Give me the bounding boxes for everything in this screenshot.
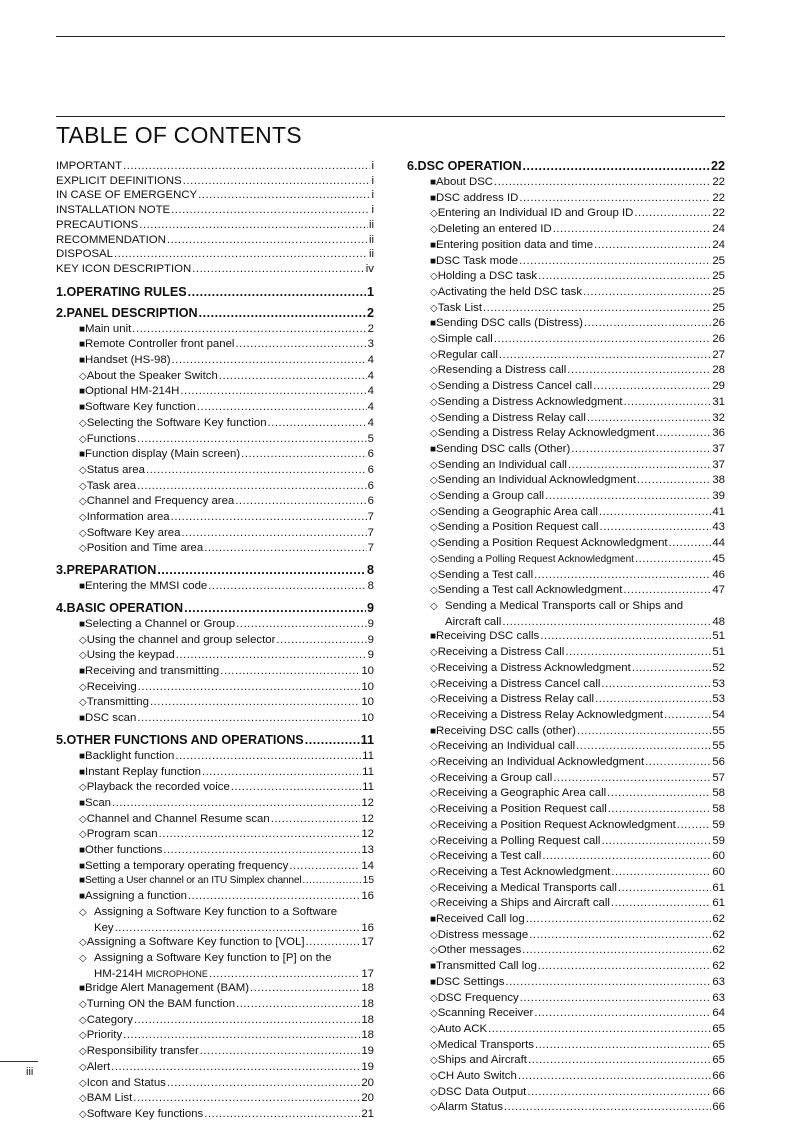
diamond-bullet-icon (430, 740, 438, 755)
toc-subentry[interactable]: ◇ Transmitting ..... 10 (56, 695, 374, 711)
top-rule (56, 36, 725, 37)
diamond-bullet-icon (430, 1023, 438, 1038)
toc-subentry[interactable]: ■ Scan ..... 12 (56, 796, 374, 812)
diamond-bullet-icon (430, 506, 438, 521)
toc-subentry[interactable]: ◇ Sending an Individual call ..... 37 (407, 458, 725, 474)
toc-subentry[interactable]: ◇ Sending a Position Request Acknowledgment ..... 44 (407, 536, 725, 552)
diamond-bullet-icon (79, 542, 87, 557)
diamond-bullet-icon (430, 286, 438, 301)
diamond-bullet-icon (430, 929, 438, 944)
title-rule (56, 116, 725, 117)
toc-subentry[interactable]: ■ DSC scan ..... 10 (56, 711, 374, 727)
toc-subentry-line2[interactable]: Aircraft call ..... 48 (407, 615, 725, 630)
toc-subentry[interactable]: ◇ Receiving a Distress Call ..... 51 (407, 645, 725, 661)
diamond-bullet-icon (430, 521, 438, 536)
toc-subentry[interactable]: ◇ Receiving a Group call ..... 57 (407, 771, 725, 787)
toc-subentry[interactable]: ■ Bridge Alert Management (BAM) ..... 18 (56, 981, 374, 997)
diamond-bullet-icon (79, 370, 87, 385)
toc-entry[interactable]: IN CASE OF EMERGENCY ..... i (56, 188, 374, 203)
diamond-bullet-icon (79, 417, 87, 432)
diamond-bullet-icon (430, 427, 438, 442)
toc-subentry[interactable]: ■ Receiving DSC calls (other) ..... 55 (407, 724, 725, 740)
toc-section-3[interactable]: 3. PREPARATION ..... 8 (56, 563, 374, 578)
toc-subentry[interactable]: ◇ Receiving a Distress Cancel call ..... 53 (407, 677, 725, 693)
diamond-bullet-icon (430, 835, 438, 850)
toc-subentry-line2[interactable]: Key ..... 16 (56, 921, 374, 936)
toc-entry[interactable]: KEY ICON DESCRIPTION ..... iv (56, 262, 374, 277)
toc-subentry[interactable]: ◇ Sending a Distress Relay call ..... 32 (407, 411, 725, 427)
toc-entry[interactable]: RECOMMENDATION ..... ii (56, 233, 374, 248)
toc-subentry[interactable]: ◇ Receiving a Position Request Acknowledgment ..... 59 (407, 818, 725, 834)
toc-subentry[interactable]: ■ Entering the MMSI code ..... 8 (56, 579, 374, 595)
toc-subentry[interactable]: ◇ Medical Transports ..... 65 (407, 1038, 725, 1054)
toc-subentry[interactable]: ◇ Software Key functions ..... 21 (56, 1107, 374, 1122)
toc-section-4[interactable]: 4. BASIC OPERATION ..... 9 (56, 601, 374, 616)
toc-subentry[interactable]: ◇ Receiving a Position Request call ..... 58 (407, 802, 725, 818)
diamond-bullet-icon (430, 709, 438, 724)
toc-subentry[interactable]: ◇ Alert ..... 19 (56, 1060, 374, 1076)
diamond-bullet-icon (79, 527, 87, 542)
diamond-bullet-icon (430, 944, 438, 959)
diamond-bullet-icon (430, 333, 438, 348)
toc-subentry[interactable]: ◇ Using the channel and group selector ..... 9 (56, 633, 374, 649)
toc-subentry[interactable]: ◇ Sending an Individual Acknowledgment ..... 38 (407, 473, 725, 489)
diamond-bullet-icon (430, 646, 438, 661)
toc-entry[interactable]: INSTALLATION NOTE ..... i (56, 203, 374, 218)
toc-subentry[interactable]: ◇ Position and Time area ..... 7 (56, 541, 374, 557)
toc-subentry[interactable]: ■ Remote Controller front panel ..... 3 (56, 337, 374, 353)
diamond-bullet-icon (79, 1077, 87, 1092)
diamond-bullet-icon (79, 1092, 87, 1107)
toc-subentry[interactable]: ◇ Selecting the Software Key function ..... 4 (56, 416, 374, 432)
toc-subentry[interactable]: ◇ Receiving an Individual Acknowledgment ..... 56 (407, 755, 725, 771)
toc-subentry[interactable]: ■ Assigning a function ..... 16 (56, 889, 374, 905)
toc-subentry[interactable]: ◇ Receiving a Distress Relay call ..... 53 (407, 692, 725, 708)
toc-subentry[interactable]: ■ Entering position data and time ..... 24 (407, 238, 725, 254)
toc-subentry[interactable]: ■ DSC Task mode ..... 25 (407, 254, 725, 270)
diamond-bullet-icon (79, 495, 87, 510)
page-title: TABLE OF CONTENTS (56, 122, 302, 148)
toc-subentry[interactable]: ◇ Activating the held DSC task ..... 25 (407, 285, 725, 301)
toc-subentry[interactable]: ◇ Receiving an Individual call ..... 55 (407, 739, 725, 755)
diamond-bullet-icon (79, 1061, 87, 1076)
diamond-bullet-icon: ◇ (79, 906, 87, 918)
diamond-bullet-icon: ◇ (79, 952, 87, 964)
toc-subentry[interactable]: ■ About DSC ..... 22 (407, 175, 725, 191)
diamond-bullet-icon (430, 396, 438, 411)
toc-subentry[interactable]: ◇ Receiving a Distress Relay Acknowledgment ..... 54 (407, 708, 725, 724)
toc-subentry[interactable]: ◇ Deleting an entered ID ..... 24 (407, 222, 725, 238)
toc-subentry[interactable]: ■ Software Key function ..... 4 (56, 400, 374, 416)
diamond-bullet-icon (79, 511, 87, 526)
toc-subentry[interactable]: ◇ Receiving a Ships and Aircraft call ..... 61 (407, 896, 725, 912)
toc-section-1[interactable]: 1. OPERATING RULES ..... 1 (56, 285, 374, 300)
toc-subentry[interactable]: ■ Handset (HS-98) ..... 4 (56, 353, 374, 369)
diamond-bullet-icon (430, 803, 438, 818)
toc-entry[interactable]: EXPLICIT DEFINITIONS ..... i (56, 174, 374, 189)
diamond-bullet-icon (79, 681, 87, 696)
diamond-bullet-icon (430, 897, 438, 912)
toc-subentry[interactable]: ◇ Sending a Test call Acknowledgment ..... 47 (407, 583, 725, 599)
diamond-bullet-icon (430, 474, 438, 489)
diamond-bullet-icon (430, 349, 438, 364)
diamond-bullet-icon (79, 828, 87, 843)
diamond-bullet-icon (430, 678, 438, 693)
toc-section-5[interactable]: 5. OTHER FUNCTIONS AND OPERATIONS ..... 11 (56, 733, 374, 748)
toc-subentry[interactable]: ■ DSC address ID ..... 22 (407, 191, 725, 207)
toc-subentry-line1[interactable]: ◇ Assigning a Software Key function to [P] on the (56, 951, 374, 967)
toc-subentry[interactable]: ■ Optional HM-214H ..... 4 (56, 384, 374, 400)
toc-subentry[interactable]: ◇ Sending a Position Request call ..... 43 (407, 520, 725, 536)
toc-subentry[interactable]: ◇ DSC Frequency ..... 63 (407, 991, 725, 1007)
toc-section-2[interactable]: 2. PANEL DESCRIPTION ..... 2 (56, 306, 374, 321)
toc-subentry[interactable]: ◇ Entering an Individual ID and Group ID ..... 22 (407, 206, 725, 222)
toc-subentry[interactable]: ◇ Other messages ..... 62 (407, 943, 725, 959)
diamond-bullet-icon (430, 1039, 438, 1054)
toc-subentry[interactable]: ◇ Sending a Geographic Area call ..... 41 (407, 505, 725, 521)
diamond-bullet-icon (430, 302, 438, 317)
diamond-bullet-icon (430, 693, 438, 708)
toc-section-6[interactable]: 6. DSC OPERATION ..... 22 (407, 159, 725, 174)
diamond-bullet-icon: ◇ (430, 600, 438, 612)
toc-subentry[interactable]: ◇ Receiving ..... 10 (56, 680, 374, 696)
toc-subentry[interactable]: ◇ Sending a Distress Acknowledgment ..... 31 (407, 395, 725, 411)
diamond-bullet-icon (79, 433, 87, 448)
toc-subentry[interactable]: ◇ Sending a Distress Cancel call ..... 29 (407, 379, 725, 395)
diamond-bullet-icon (430, 1007, 438, 1022)
diamond-bullet-icon (430, 1086, 438, 1101)
diamond-bullet-icon (79, 1014, 87, 1029)
diamond-bullet-icon (79, 813, 87, 828)
toc-subentry[interactable]: ◇ Using the keypad ..... 9 (56, 648, 374, 664)
toc-subentry[interactable]: ◇ Resending a Distress call ..... 28 (407, 363, 725, 379)
toc-subentry[interactable]: ◇ Receiving a Test Acknowledgment ..... 60 (407, 865, 725, 881)
toc-subentry[interactable]: ■ Sending DSC calls (Other) ..... 37 (407, 442, 725, 458)
diamond-bullet-icon (430, 490, 438, 505)
footer-rule (0, 1061, 38, 1062)
diamond-bullet-icon (430, 1101, 438, 1116)
toc-subentry[interactable]: ◇ CH Auto Switch ..... 66 (407, 1069, 725, 1085)
toc-right-column (407, 159, 725, 1116)
diamond-bullet-icon (79, 1029, 87, 1044)
diamond-bullet-icon (430, 223, 438, 238)
toc-subentry[interactable]: ◇ Assigning a Software Key function to [VOL] ..... 17 (56, 935, 374, 951)
toc-subentry[interactable]: ◇ Scanning Receiver ..... 64 (407, 1006, 725, 1022)
page-number: iii (26, 1066, 34, 1078)
toc-subentry[interactable]: ◇ Sending a Test call ..... 46 (407, 568, 725, 584)
toc-entry[interactable]: PRECAUTIONS ..... ii (56, 218, 374, 233)
diamond-bullet-icon (430, 662, 438, 677)
toc-subentry[interactable]: ■ Selecting a Channel or Group ..... 9 (56, 617, 374, 633)
toc-entry[interactable]: DISPOSAL ..... ii (56, 247, 374, 262)
toc-subentry[interactable]: ■ Setting a User channel or an ITU Simplex channel ..... 15 (56, 874, 374, 889)
diamond-bullet-icon (79, 1108, 87, 1122)
toc-subentry[interactable]: ◇ Responsibility transfer ..... 19 (56, 1044, 374, 1060)
diamond-bullet-icon (79, 936, 87, 951)
diamond-bullet-icon (430, 412, 438, 427)
toc-subentry[interactable]: ◇ Task List ..... 25 (407, 301, 725, 317)
toc-subentry-line2[interactable]: HM-214H MICROPHONE ..... 17 (56, 967, 374, 982)
diamond-bullet-icon (79, 781, 87, 796)
diamond-bullet-icon (430, 992, 438, 1007)
diamond-bullet-icon (430, 270, 438, 285)
toc-entry[interactable]: IMPORTANT ..... i (56, 159, 374, 174)
diamond-bullet-icon (430, 537, 438, 552)
toc-subentry[interactable]: ■ Transmitted Call log ..... 62 (407, 959, 725, 975)
toc-subentry[interactable]: ◇ Simple call ..... 26 (407, 332, 725, 348)
toc-subentry[interactable]: ◇ Channel and Frequency area ..... 6 (56, 494, 374, 510)
toc-subentry[interactable]: ◇ Distress message ..... 62 (407, 928, 725, 944)
diamond-bullet-icon (79, 634, 87, 649)
diamond-bullet-icon (430, 756, 438, 771)
toc-subentry[interactable]: ◇ Regular call ..... 27 (407, 348, 725, 364)
toc-subentry[interactable]: ◇ Playback the recorded voice ..... 11 (56, 780, 374, 796)
toc-subentry[interactable]: ◇ Category ..... 18 (56, 1013, 374, 1029)
diamond-bullet-icon (430, 866, 438, 881)
diamond-bullet-icon (79, 998, 87, 1013)
toc-subentry[interactable]: ◇ Sending a Polling Request Acknowledgment ..... 45 (407, 552, 725, 568)
toc-subentry[interactable]: ◇ Auto ACK ..... 65 (407, 1022, 725, 1038)
diamond-bullet-icon (79, 696, 87, 711)
diamond-bullet-icon (430, 819, 438, 834)
toc-subentry[interactable]: ◇ Receiving a Polling Request call ..... 59 (407, 834, 725, 850)
diamond-bullet-icon (430, 459, 438, 474)
toc-subentry[interactable]: ◇ Sending a Group call ..... 39 (407, 489, 725, 505)
toc-subentry[interactable]: ■ Function display (Main screen) ..... 6 (56, 447, 374, 463)
toc-subentry[interactable]: ◇ Turning ON the BAM function ..... 18 (56, 997, 374, 1013)
toc-subentry[interactable]: ◇ Receiving a Medical Transports call ..... 61 (407, 881, 725, 897)
toc-subentry[interactable]: ◇ Status area ..... 6 (56, 463, 374, 479)
toc-subentry[interactable]: ◇ Channel and Channel Resume scan ..... 12 (56, 812, 374, 828)
toc-subentry[interactable]: ■ Receiving and transmitting ..... 10 (56, 664, 374, 680)
toc-subentry[interactable]: ■ Receiving DSC calls ..... 51 (407, 629, 725, 645)
toc-subentry[interactable]: ◇ DSC Data Output ..... 66 (407, 1085, 725, 1101)
toc-subentry-line1[interactable]: ◇ Assigning a Software Key function to a Software (56, 905, 374, 921)
diamond-bullet-icon (79, 1045, 87, 1060)
diamond-bullet-icon (430, 569, 438, 584)
toc-subentry[interactable]: ◇ About the Speaker Switch ..... 4 (56, 369, 374, 385)
toc-subentry[interactable]: ◇ Receiving a Distress Acknowledgment ..... 52 (407, 661, 725, 677)
toc-subentry[interactable]: ◇ Program scan ..... 12 (56, 827, 374, 843)
toc-subentry[interactable]: ◇ BAM List ..... 20 (56, 1091, 374, 1107)
toc-subentry[interactable]: ◇ Priority ..... 18 (56, 1028, 374, 1044)
diamond-bullet-icon (430, 787, 438, 802)
toc-subentry[interactable]: ◇ Icon and Status ..... 20 (56, 1076, 374, 1092)
diamond-bullet-icon (79, 464, 87, 479)
toc-subentry[interactable]: ■ Backlight function ..... 11 (56, 749, 374, 765)
diamond-bullet-icon (430, 584, 438, 599)
diamond-bullet-icon (430, 850, 438, 865)
toc-subentry[interactable]: ◇ Holding a DSC task ..... 25 (407, 269, 725, 285)
toc-left-column (56, 159, 374, 1122)
diamond-bullet-icon (430, 207, 438, 222)
diamond-bullet-icon (79, 480, 87, 495)
toc-subentry[interactable]: ◇ Receiving a Test call ..... 60 (407, 849, 725, 865)
toc-subentry[interactable]: ◇ Software Key area ..... 7 (56, 526, 374, 542)
diamond-bullet-icon (430, 553, 438, 568)
toc-subentry[interactable]: ◇ Sending a Distress Relay Acknowledgment ..... 36 (407, 426, 725, 442)
toc-subentry[interactable]: ◇ Functions ..... 5 (56, 432, 374, 448)
toc-subentry[interactable]: ■ Setting a temporary operating frequency ..... 14 (56, 859, 374, 875)
toc-subentry[interactable]: ◇ Receiving a Geographic Area call ..... 58 (407, 786, 725, 802)
diamond-bullet-icon (430, 1070, 438, 1085)
diamond-bullet-icon (430, 1054, 438, 1069)
diamond-bullet-icon (430, 380, 438, 395)
diamond-bullet-icon (430, 882, 438, 897)
diamond-bullet-icon (430, 364, 438, 379)
toc-subentry[interactable]: ■ Received Call log ..... 62 (407, 912, 725, 928)
toc-subentry[interactable]: ◇ Information area ..... 7 (56, 510, 374, 526)
diamond-bullet-icon (430, 772, 438, 787)
toc-subentry[interactable]: ■ Main unit ..... 2 (56, 322, 374, 338)
toc-subentry[interactable]: ◇ Alarm Status ..... 66 (407, 1100, 725, 1116)
toc-subentry[interactable]: ■ Other functions ..... 13 (56, 843, 374, 859)
toc-subentry[interactable]: ■ Sending DSC calls (Distress) ..... 26 (407, 316, 725, 332)
toc-subentry-line1[interactable]: ◇ Sending a Medical Transports call or Ships and (407, 599, 725, 615)
toc-subentry[interactable]: ◇ Ships and Aircraft ..... 65 (407, 1053, 725, 1069)
toc-subentry[interactable]: ■ DSC Settings ..... 63 (407, 975, 725, 991)
diamond-bullet-icon (79, 649, 87, 664)
toc-subentry[interactable]: ■ Instant Replay function ..... 11 (56, 765, 374, 781)
toc-subentry[interactable]: ◇ Task area ..... 6 (56, 479, 374, 495)
